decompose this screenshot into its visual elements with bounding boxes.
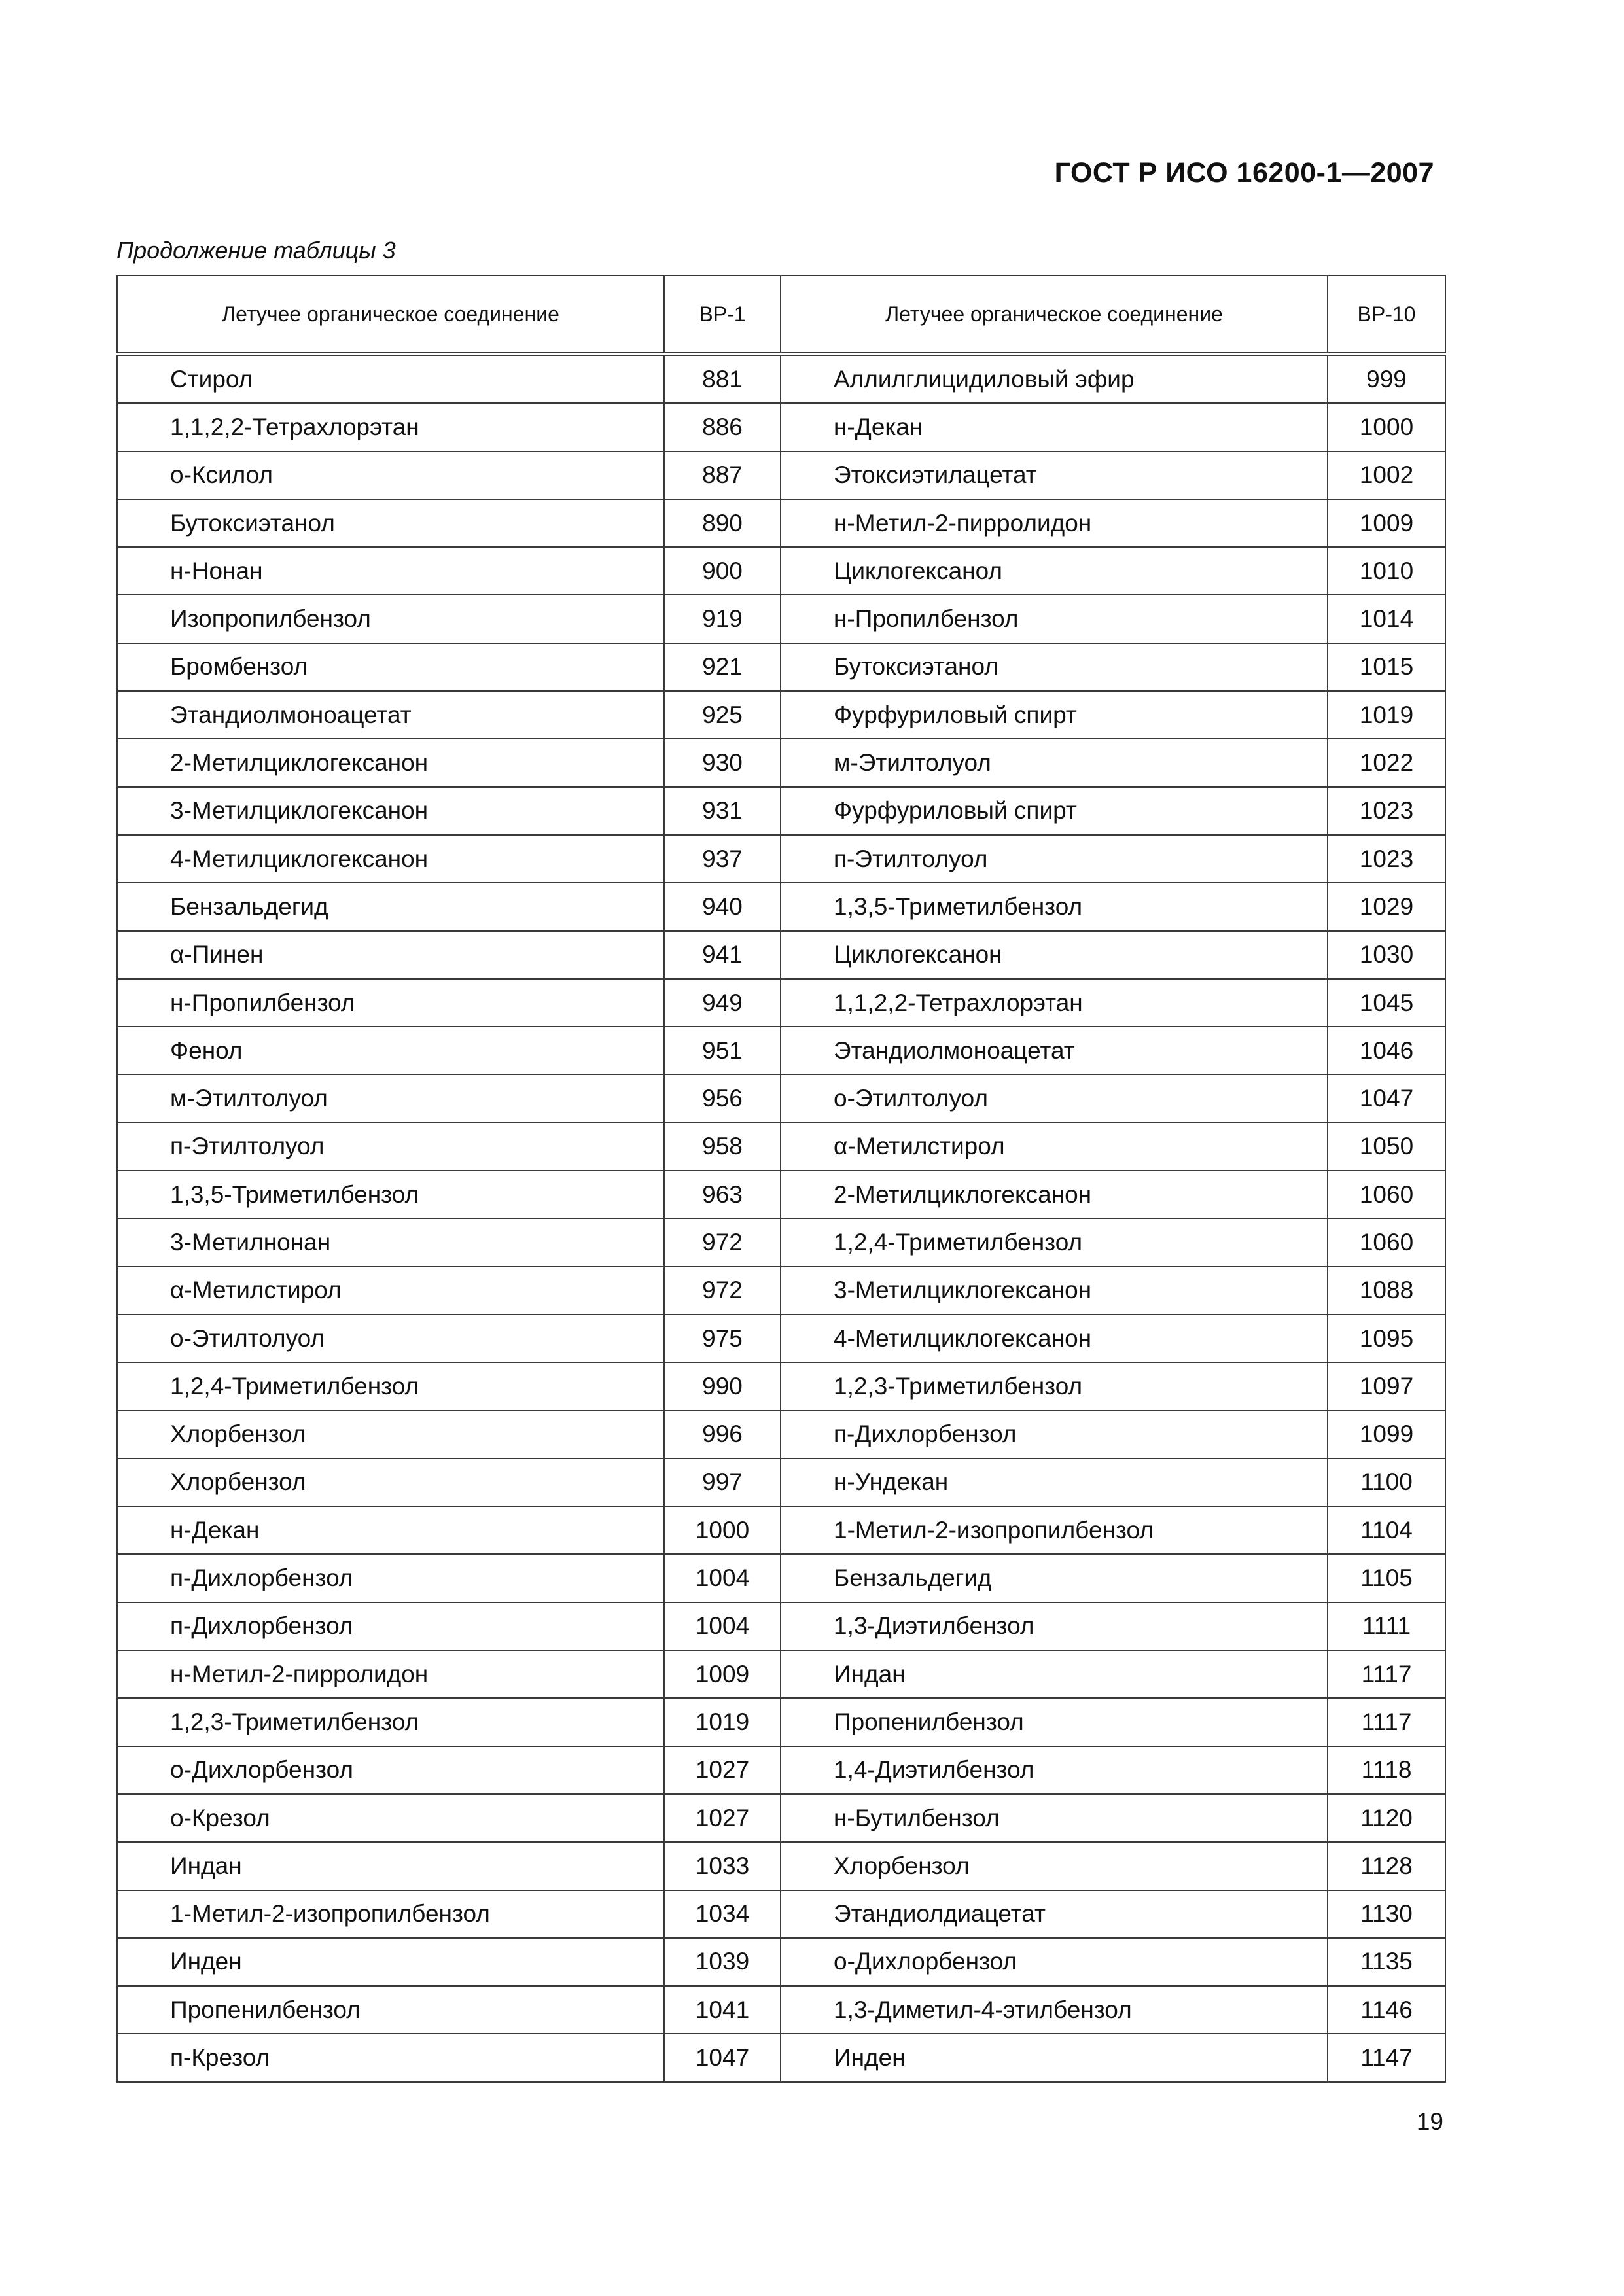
cell-value-2: 1030 [1328, 931, 1445, 979]
table-row [117, 1315, 1445, 1362]
table-row [117, 451, 1445, 499]
cell-value-2: 1060 [1328, 1218, 1445, 1266]
cell-compound-2: 4-Метилциклогексанон [781, 1315, 1328, 1362]
cell-compound-1: Этандиолмоноацетат [117, 691, 664, 739]
table-row [117, 2034, 1445, 2081]
cell-value-1: 1041 [664, 1986, 781, 2034]
table-row [117, 499, 1445, 547]
cell-compound-2: Бутоксиэтанол [781, 643, 1328, 691]
cell-value-1: 951 [664, 1027, 781, 1074]
cell-compound-1: п-Дихлорбензол [117, 1554, 664, 1602]
cell-compound-1: Бутоксиэтанол [117, 499, 664, 547]
table-row [117, 883, 1445, 930]
table-row [117, 403, 1445, 451]
cell-value-1: 887 [664, 451, 781, 499]
cell-compound-1: н-Пропилбензол [117, 979, 664, 1027]
cell-value-1: 941 [664, 931, 781, 979]
table-row [117, 1602, 1445, 1650]
cell-compound-2: 1-Метил-2-изопропилбензол [781, 1506, 1328, 1554]
table-row [117, 1411, 1445, 1458]
table-row [117, 1267, 1445, 1315]
cell-compound-1: о-Крезол [117, 1794, 664, 1842]
table-row [117, 547, 1445, 595]
cell-value-1: 886 [664, 403, 781, 451]
cell-value-2: 1002 [1328, 451, 1445, 499]
cell-compound-2: п-Дихлорбензол [781, 1411, 1328, 1458]
table-row [117, 979, 1445, 1027]
cell-value-2: 1050 [1328, 1123, 1445, 1171]
cell-value-1: 958 [664, 1123, 781, 1171]
cell-compound-1: Пропенилбензол [117, 1986, 664, 2034]
cell-value-1: 919 [664, 595, 781, 643]
table-row [117, 1698, 1445, 1746]
cell-value-1: 1004 [664, 1602, 781, 1650]
cell-compound-2: α-Метилстирол [781, 1123, 1328, 1171]
cell-value-1: 940 [664, 883, 781, 930]
cell-compound-1: н-Метил-2-пирролидон [117, 1650, 664, 1698]
cell-compound-2: Фурфуриловый спирт [781, 691, 1328, 739]
cell-value-2: 1060 [1328, 1171, 1445, 1218]
document-standard-number: ГОСТ Р ИСО 16200-1—2007 [1054, 157, 1434, 188]
cell-compound-1: Индан [117, 1842, 664, 1890]
cell-value-1: 1027 [664, 1746, 781, 1794]
table-row [117, 1458, 1445, 1506]
cell-value-1: 1039 [664, 1938, 781, 1986]
cell-value-2: 1014 [1328, 595, 1445, 643]
cell-compound-1: м-Этилтолуол [117, 1074, 664, 1122]
table-row [117, 1123, 1445, 1171]
cell-value-2: 1047 [1328, 1074, 1445, 1122]
cell-value-1: 925 [664, 691, 781, 739]
cell-compound-1: Стирол [117, 354, 664, 403]
cell-compound-1: α-Пинен [117, 931, 664, 979]
cell-compound-2: 2-Метилциклогексанон [781, 1171, 1328, 1218]
cell-value-2: 1097 [1328, 1362, 1445, 1410]
table-row [117, 739, 1445, 786]
page-number: 19 [1416, 2108, 1443, 2135]
cell-compound-1: Хлорбензол [117, 1411, 664, 1458]
cell-compound-2: Этандиолдиацетат [781, 1890, 1328, 1938]
cell-value-1: 990 [664, 1362, 781, 1410]
cell-compound-1: Фенол [117, 1027, 664, 1074]
cell-compound-2: о-Дихлорбензол [781, 1938, 1328, 1986]
cell-compound-1: 3-Метилнонан [117, 1218, 664, 1266]
cell-compound-2: н-Пропилбензол [781, 595, 1328, 643]
table-row [117, 1746, 1445, 1794]
cell-value-2: 1045 [1328, 979, 1445, 1027]
table-row [117, 643, 1445, 691]
cell-value-2: 1104 [1328, 1506, 1445, 1554]
table-row [117, 691, 1445, 739]
cell-value-2: 1105 [1328, 1554, 1445, 1602]
cell-value-1: 1027 [664, 1794, 781, 1842]
cell-value-2: 1046 [1328, 1027, 1445, 1074]
cell-value-2: 1095 [1328, 1315, 1445, 1362]
cell-compound-2: Этоксиэтилацетат [781, 451, 1328, 499]
cell-value-2: 1019 [1328, 691, 1445, 739]
cell-compound-2: Циклогексанол [781, 547, 1328, 595]
cell-compound-1: о-Этилтолуол [117, 1315, 664, 1362]
table-row [117, 1986, 1445, 2034]
cell-compound-2: 1,3,5-Триметилбензол [781, 883, 1328, 930]
cell-compound-1: п-Дихлорбензол [117, 1602, 664, 1650]
table-row [117, 1650, 1445, 1698]
cell-compound-1: о-Дихлорбензол [117, 1746, 664, 1794]
cell-value-2: 1099 [1328, 1411, 1445, 1458]
cell-value-1: 1019 [664, 1698, 781, 1746]
cell-value-2: 1023 [1328, 787, 1445, 835]
cell-value-2: 1130 [1328, 1890, 1445, 1938]
cell-value-1: 1034 [664, 1890, 781, 1938]
cell-compound-2: 1,4-Диэтилбензол [781, 1746, 1328, 1794]
cell-value-1: 1004 [664, 1554, 781, 1602]
cell-value-2: 999 [1328, 354, 1445, 403]
table-caption: Продолжение таблицы 3 [116, 237, 396, 264]
table-row [117, 835, 1445, 883]
table-body [117, 354, 1445, 2082]
cell-compound-2: Индан [781, 1650, 1328, 1698]
cell-value-1: 900 [664, 547, 781, 595]
table-row [117, 354, 1445, 403]
cell-compound-2: н-Метил-2-пирролидон [781, 499, 1328, 547]
cell-compound-1: 3-Метилциклогексанон [117, 787, 664, 835]
cell-compound-1: Бензальдегид [117, 883, 664, 930]
cell-value-2: 1023 [1328, 835, 1445, 883]
cell-value-2: 1010 [1328, 547, 1445, 595]
cell-compound-2: 1,2,3-Триметилбензол [781, 1362, 1328, 1410]
table-row [117, 1218, 1445, 1266]
cell-compound-2: п-Этилтолуол [781, 835, 1328, 883]
cell-compound-1: 1,1,2,2-Тетрахлорэтан [117, 403, 664, 451]
table-row [117, 787, 1445, 835]
cell-value-1: 931 [664, 787, 781, 835]
table-row [117, 1794, 1445, 1842]
cell-value-1: 996 [664, 1411, 781, 1458]
cell-compound-1: 2-Метилциклогексанон [117, 739, 664, 786]
header-value-1: BP-1 [664, 275, 781, 354]
cell-compound-2: 1,3-Диметил-4-этилбензол [781, 1986, 1328, 2034]
cell-value-2: 1088 [1328, 1267, 1445, 1315]
cell-value-2: 1100 [1328, 1458, 1445, 1506]
cell-value-1: 972 [664, 1218, 781, 1266]
cell-value-1: 949 [664, 979, 781, 1027]
table-row [117, 1171, 1445, 1218]
cell-value-2: 1111 [1328, 1602, 1445, 1650]
cell-value-2: 1146 [1328, 1986, 1445, 2034]
cell-value-2: 1029 [1328, 883, 1445, 930]
cell-compound-2: Фурфуриловый спирт [781, 787, 1328, 835]
cell-compound-2: н-Декан [781, 403, 1328, 451]
cell-value-1: 975 [664, 1315, 781, 1362]
cell-value-2: 1135 [1328, 1938, 1445, 1986]
cell-compound-2: 3-Метилциклогексанон [781, 1267, 1328, 1315]
table-row [117, 1938, 1445, 1986]
cell-compound-1: 4-Метилциклогексанон [117, 835, 664, 883]
cell-compound-1: Изопропилбензол [117, 595, 664, 643]
cell-value-2: 1128 [1328, 1842, 1445, 1890]
cell-compound-2: Бензальдегид [781, 1554, 1328, 1602]
cell-value-2: 1022 [1328, 739, 1445, 786]
cell-value-1: 972 [664, 1267, 781, 1315]
cell-value-1: 1047 [664, 2034, 781, 2081]
table-row [117, 595, 1445, 643]
cell-value-1: 963 [664, 1171, 781, 1218]
table-row [117, 1554, 1445, 1602]
cell-compound-2: 1,3-Диэтилбензол [781, 1602, 1328, 1650]
table-row [117, 1074, 1445, 1122]
cell-value-1: 997 [664, 1458, 781, 1506]
cell-compound-2: Инден [781, 2034, 1328, 2081]
table-header [117, 275, 1445, 354]
cell-value-2: 1000 [1328, 403, 1445, 451]
cell-compound-1: 1,2,4-Триметилбензол [117, 1362, 664, 1410]
cell-value-2: 1117 [1328, 1698, 1445, 1746]
cell-compound-2: м-Этилтолуол [781, 739, 1328, 786]
cell-compound-1: Хлорбензол [117, 1458, 664, 1506]
cell-value-1: 881 [664, 354, 781, 403]
cell-value-1: 1000 [664, 1506, 781, 1554]
cell-compound-1: Инден [117, 1938, 664, 1986]
cell-value-1: 956 [664, 1074, 781, 1122]
cell-value-2: 1117 [1328, 1650, 1445, 1698]
cell-compound-1: 1,2,3-Триметилбензол [117, 1698, 664, 1746]
cell-value-2: 1015 [1328, 643, 1445, 691]
cell-value-1: 930 [664, 739, 781, 786]
cell-value-1: 937 [664, 835, 781, 883]
cell-value-2: 1147 [1328, 2034, 1445, 2081]
cell-compound-1: п-Крезол [117, 2034, 664, 2081]
cell-compound-1: н-Нонан [117, 547, 664, 595]
table-row [117, 1506, 1445, 1554]
header-value-2: BP-10 [1328, 275, 1445, 354]
cell-compound-1: α-Метилстирол [117, 1267, 664, 1315]
table-row [117, 931, 1445, 979]
cell-value-1: 921 [664, 643, 781, 691]
table-row [117, 1362, 1445, 1410]
cell-compound-2: н-Бутилбензол [781, 1794, 1328, 1842]
table-header-row [117, 275, 1445, 354]
cell-compound-2: Пропенилбензол [781, 1698, 1328, 1746]
cell-compound-2: н-Ундекан [781, 1458, 1328, 1506]
cell-compound-1: о-Ксилол [117, 451, 664, 499]
cell-compound-2: 1,1,2,2-Тетрахлорэтан [781, 979, 1328, 1027]
cell-value-1: 1009 [664, 1650, 781, 1698]
header-compound-2: Летучее органическое соединение [781, 275, 1328, 354]
table-row [117, 1027, 1445, 1074]
table-row [117, 1890, 1445, 1938]
cell-compound-1: 1,3,5-Триметилбензол [117, 1171, 664, 1218]
cell-value-2: 1120 [1328, 1794, 1445, 1842]
cell-compound-2: Циклогексанон [781, 931, 1328, 979]
cell-compound-1: п-Этилтолуол [117, 1123, 664, 1171]
cell-compound-2: Этандиолмоноацетат [781, 1027, 1328, 1074]
cell-value-2: 1009 [1328, 499, 1445, 547]
cell-compound-2: о-Этилтолуол [781, 1074, 1328, 1122]
cell-compound-2: 1,2,4-Триметилбензол [781, 1218, 1328, 1266]
header-compound-1: Летучее органическое соединение [117, 275, 664, 354]
voc-retention-table [116, 275, 1446, 2083]
cell-value-1: 890 [664, 499, 781, 547]
cell-compound-2: Хлорбензол [781, 1842, 1328, 1890]
cell-value-1: 1033 [664, 1842, 781, 1890]
table-row [117, 1842, 1445, 1890]
cell-compound-2: Аллилглицидиловый эфир [781, 354, 1328, 403]
cell-value-2: 1118 [1328, 1746, 1445, 1794]
cell-compound-1: Бромбензол [117, 643, 664, 691]
cell-compound-1: н-Декан [117, 1506, 664, 1554]
cell-compound-1: 1-Метил-2-изопропилбензол [117, 1890, 664, 1938]
